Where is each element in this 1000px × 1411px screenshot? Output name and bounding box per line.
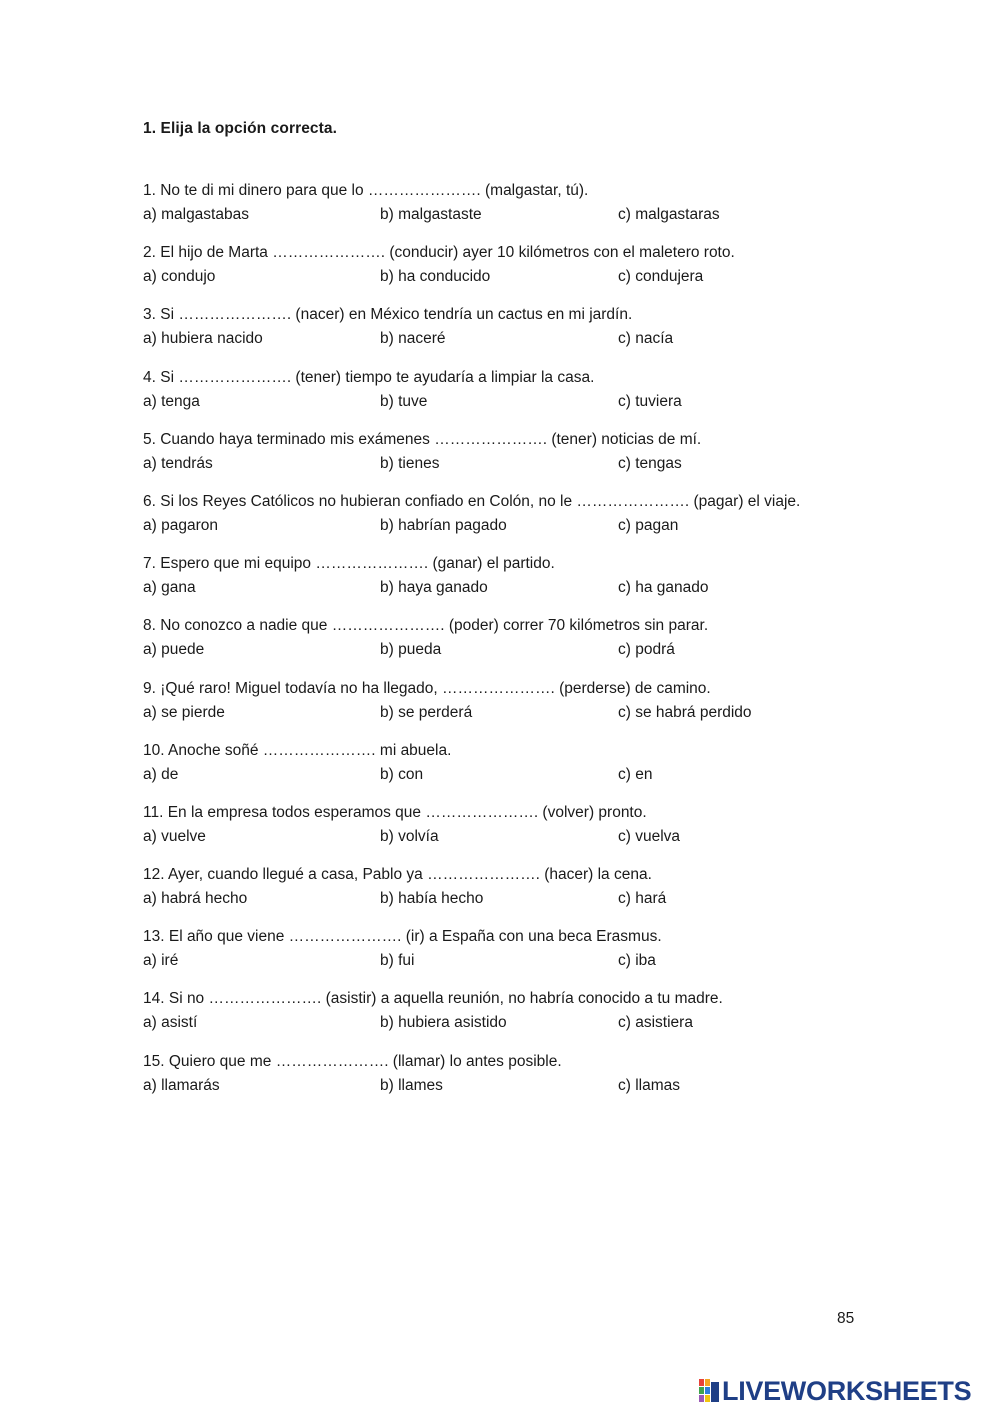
question-text: 6. Si los Reyes Católicos no hubieran confiado en Colón, no le …………………. (pagar) el viaje.	[143, 492, 801, 510]
question-item	[143, 928, 923, 990]
option-c[interactable]: c) ha ganado	[618, 579, 709, 597]
option-a[interactable]: a) pagaron	[143, 516, 218, 534]
question-text: 13. El año que viene …………………. (ir) a España con una beca Erasmus.	[143, 928, 662, 946]
option-b[interactable]: b) tienes	[380, 454, 440, 472]
option-b[interactable]: b) llames	[380, 1076, 443, 1094]
exercise-title: 1. Elija la opción correcta.	[143, 120, 338, 137]
option-b[interactable]: b) tuve	[380, 392, 428, 410]
option-c[interactable]: c) iba	[618, 952, 656, 970]
option-b[interactable]: b) ha conducido	[380, 268, 491, 286]
question-text: 1. No te di mi dinero para que lo …………………. (malgastar, tú).	[143, 182, 589, 199]
brand-name: LIVEWORKSHEETS	[722, 1375, 972, 1406]
liveworksheets-branding[interactable]	[698, 1376, 971, 1406]
option-c[interactable]: c) en	[618, 765, 653, 783]
option-b[interactable]: b) fui	[380, 952, 415, 970]
question-text: 5. Cuando haya terminado mis exámenes …………………. (tener) noticias de mí.	[143, 430, 702, 448]
question-item	[143, 493, 923, 555]
option-b[interactable]: b) con	[380, 765, 424, 783]
question-item	[143, 555, 923, 617]
option-b[interactable]: b) habrían pagado	[380, 516, 507, 534]
option-c[interactable]: c) tuviera	[618, 392, 682, 410]
option-c[interactable]: c) malgastaras	[618, 206, 720, 223]
question-item	[143, 617, 923, 679]
option-b[interactable]: b) había hecho	[380, 890, 484, 908]
question-text: 10. Anoche soñé …………………. mi abuela.	[143, 741, 452, 759]
question-item	[143, 680, 923, 742]
option-c[interactable]: c) llamas	[618, 1076, 681, 1094]
option-c[interactable]: c) se habrá perdido	[618, 703, 752, 721]
option-b[interactable]: b) malgastaste	[380, 206, 482, 223]
option-c[interactable]: c) vuelva	[618, 827, 681, 845]
question-item	[143, 431, 923, 493]
option-a[interactable]: a) hubiera nacido	[143, 330, 263, 348]
question-text: 11. En la empresa todos esperamos que …………………. (volver) pronto.	[143, 803, 647, 821]
option-a[interactable]: a) de	[143, 765, 179, 783]
question-item	[143, 369, 923, 431]
option-a[interactable]: a) puede	[143, 641, 205, 659]
option-a[interactable]: a) condujo	[143, 268, 216, 286]
option-b[interactable]: b) volvía	[380, 827, 439, 845]
option-a[interactable]: a) gana	[143, 579, 196, 597]
option-c[interactable]: c) tengas	[618, 454, 682, 472]
option-b[interactable]: b) se perderá	[380, 703, 473, 721]
question-text: 14. Si no …………………. (asistir) a aquella reunión, no habría conocido a tu madre.	[143, 990, 723, 1008]
question-text: 4. Si …………………. (tener) tiempo te ayudaría a limpiar la casa.	[143, 368, 595, 386]
question-text: 2. El hijo de Marta …………………. (conducir) ayer 10 kilómetros con el maletero roto.	[143, 244, 735, 262]
option-a[interactable]: a) vuelve	[143, 827, 206, 845]
option-c[interactable]: c) condujera	[618, 268, 704, 286]
option-a[interactable]: a) tenga	[143, 392, 200, 410]
question-item	[143, 804, 923, 866]
option-a[interactable]: a) malgastabas	[143, 206, 249, 223]
question-text: 9. ¡Qué raro! Miguel todavía no ha llegado, …………………. (perderse) de camino.	[143, 679, 711, 697]
page-number: 85	[837, 1310, 855, 1327]
option-c[interactable]: c) hará	[618, 890, 667, 908]
question-text: 3. Si …………………. (nacer) en México tendría un cactus en mi jardín.	[143, 306, 633, 324]
option-c[interactable]: c) asistiera	[618, 1014, 693, 1032]
option-a[interactable]: a) tendrás	[143, 454, 213, 472]
option-a[interactable]: a) se pierde	[143, 703, 225, 721]
question-text: 7. Espero que mi equipo …………………. (ganar) el partido.	[143, 555, 555, 573]
option-b[interactable]: b) hubiera asistido	[380, 1014, 507, 1032]
option-a[interactable]: a) llamarás	[143, 1076, 220, 1094]
question-text: 12. Ayer, cuando llegué a casa, Pablo ya …………………. (hacer) la cena.	[143, 866, 652, 884]
question-item	[143, 244, 923, 306]
option-b[interactable]: b) haya ganado	[380, 579, 488, 597]
option-a[interactable]: a) habrá hecho	[143, 890, 248, 908]
question-item	[143, 306, 923, 368]
question-text: 15. Quiero que me …………………. (llamar) lo antes posible.	[143, 1052, 562, 1070]
question-item	[143, 742, 923, 804]
question-item	[143, 990, 923, 1052]
question-text: 8. No conozco a nadie que …………………. (poder) correr 70 kilómetros sin parar.	[143, 617, 709, 635]
option-b[interactable]: b) pueda	[380, 641, 442, 659]
option-b[interactable]: b) naceré	[380, 330, 446, 348]
question-item	[143, 866, 923, 928]
question-list	[143, 182, 923, 1115]
option-c[interactable]: c) podrá	[618, 641, 675, 659]
liveworksheets-logo-icon	[698, 1378, 720, 1404]
option-c[interactable]: c) pagan	[618, 516, 679, 534]
option-c[interactable]: c) nacía	[618, 330, 674, 348]
question-item	[143, 182, 923, 244]
question-item	[143, 1053, 923, 1115]
option-a[interactable]: a) asistí	[143, 1014, 198, 1032]
option-a[interactable]: a) iré	[143, 952, 179, 970]
